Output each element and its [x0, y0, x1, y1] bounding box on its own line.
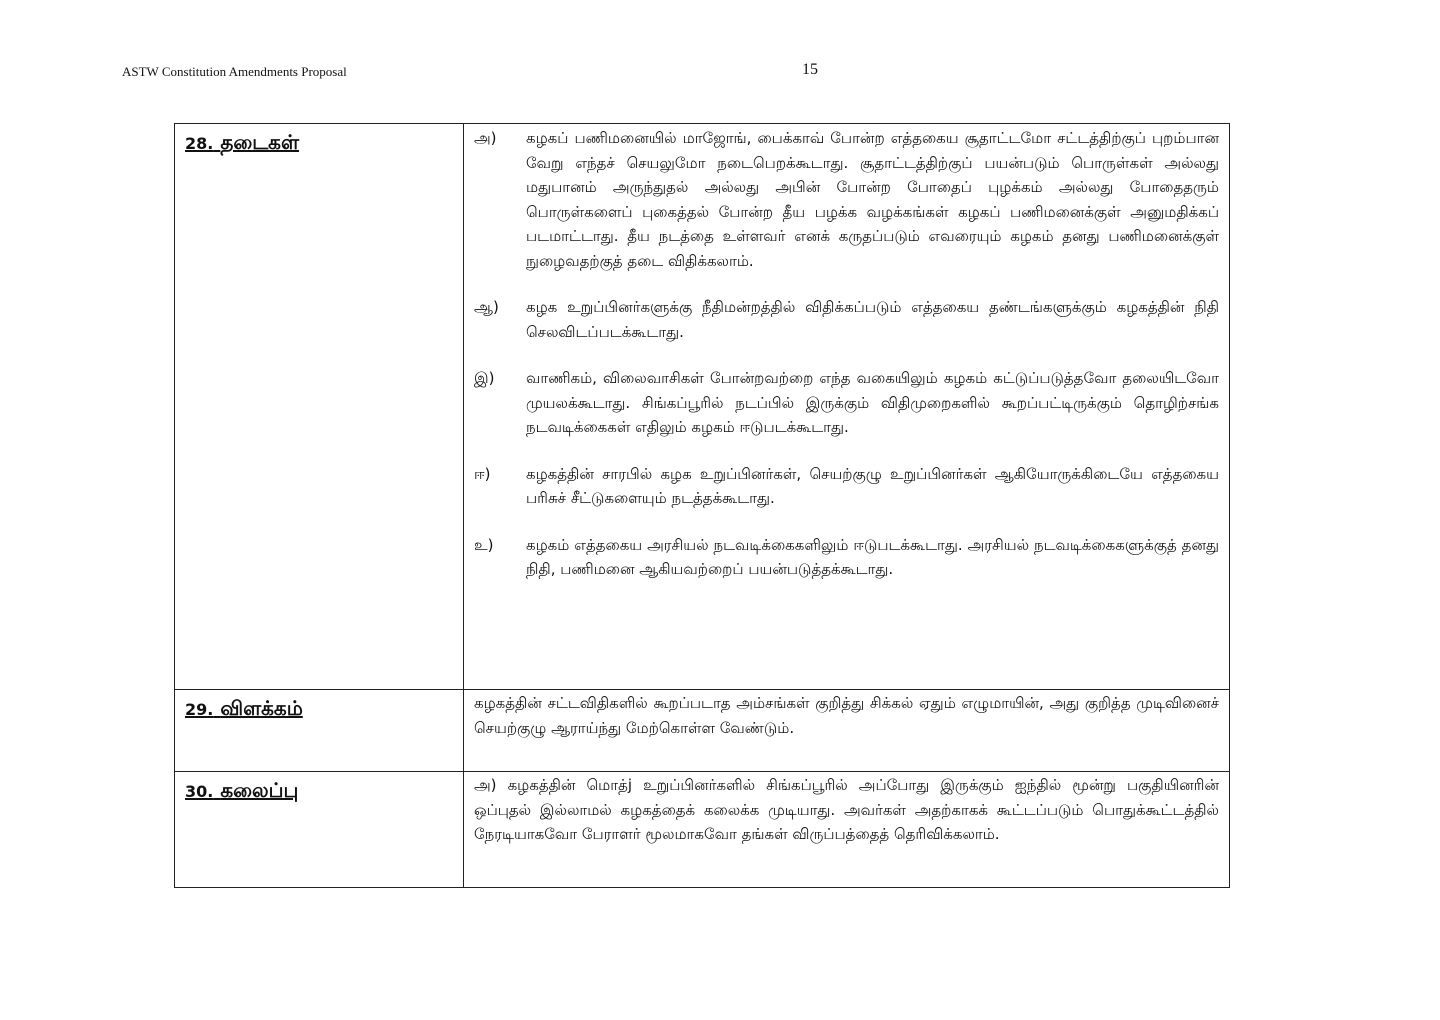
clause [464, 126, 1219, 273]
article-row [175, 690, 1230, 772]
clause [464, 462, 1219, 511]
article-title: தடைகள் [220, 130, 300, 154]
article-row [175, 124, 1230, 690]
article-text: அ) கழகத்தின் மொத்j உறுப்பினர்களில் சிங்கப்பூரில் அப்போது இருக்கும் ஐந்தில் மூன்று பகுதியினரின் ஒப்புதல் இல்லாமல் கழகத்தைக் கலைக்க முடியாது. அவர்கள் அதற்காகக் கூட்டப்படும் பொதுக்கூட்டத்தில் நேரடியாகவோ பேராளர் மூலமாகவோ தங்கள் விருப்பத்தைத் தெரிவிக்கலாம். [474, 776, 1219, 843]
article-heading [175, 690, 463, 723]
running-title: ASTW Constitution Amendments Proposal [122, 64, 347, 79]
page-number: 15 [802, 61, 818, 78]
article-heading [175, 124, 463, 157]
clause-text: கழகம் எத்தகைய அரசியல் நடவடிக்கைகளிலும் ஈடுபடக்கூடாது. அரசியல் நடவடிக்கைகளுக்குத் தனது நிதி, பணிமனை ஆகியவற்றைப் பயன்படுத்தக்கூடாது. [526, 535, 1219, 578]
clause [464, 533, 1219, 582]
clause-text: கழகத்தின் சாரபில் கழக உறுப்பினர்கள், செயற்குழு உறுப்பினர்கள் ஆகியோருக்கிடையே எத்தகைய பரிசுச் சீட்டுகளையும் நடத்தக்கூடாது. [526, 464, 1219, 507]
article-heading-cell [175, 124, 464, 690]
clause-marker: ஈ) [474, 464, 491, 483]
article-heading-cell [175, 690, 464, 772]
article-heading [175, 772, 463, 805]
article-row [175, 772, 1230, 888]
clause-text: கழகப் பணிமனையில் மாஜோங், பைக்காவ் போன்ற எத்தகைய சூதாட்டமோ சட்டத்திற்குப் புறம்பான வேறு எந்தச் செயலுமோ நடைபெறக்கூடாது. சூதாட்டத்திற்குப் பயன்படும் பொருள்கள் அல்லது மதுபானம் அருந்துதல் அல்லது அபின் போன்ற போதைப் புழக்கம் அல்லது போதைதரும் பொருள்களைப் புகைத்தல் போன்ற தீய பழக்க வழக்கங்கள் கழகப் பணிமனைக்குள் அனுமதிக்கப் படமாட்டாது. தீய நடத்தை உள்ளவர் எனக் கருதப்படும் எவரையும் கழகம் தனது பணிமனைக்குள் நுழைவதற்குத் தடை விதிக்கலாம். [526, 129, 1219, 270]
article-body-cell [464, 690, 1230, 772]
article-number: 30. [185, 782, 214, 801]
articles-table [174, 123, 1230, 888]
clause-marker: ஆ) [474, 298, 499, 316]
clause-marker: அ) [474, 129, 497, 147]
article-number: 28. [185, 134, 214, 153]
clause-text: வாணிகம், விலைவாசிகள் போன்றவற்றை எந்த வகையிலும் கழகம் கட்டுப்படுத்தவோ தலையிடவோ முயலக்கூடாது. சிங்கப்பூரில் நடப்பில் இருக்கும் விதிமுறைகளில் கூறப்பட்டிருக்கும் தொழிற்சங்க நடவடிக்கைகள் எதிலும் கழகம் ஈடுபடக்கூடாது. [526, 369, 1219, 436]
clause-marker: இ) [474, 369, 495, 387]
clause [464, 295, 1219, 344]
article-body-cell [464, 772, 1230, 888]
article-heading-cell [175, 772, 464, 888]
clause-marker: உ) [474, 535, 494, 554]
article-title: கலைப்பு [220, 778, 299, 802]
article-body-cell [464, 124, 1230, 690]
clause-text: கழக உறுப்பினர்களுக்கு நீதிமன்றத்தில் விதிக்கப்படும் எத்தகைய தண்டங்களுக்கும் கழகத்தின் நிதி செலவிடப்படக்கூடாது. [526, 298, 1219, 341]
article-number: 29. [185, 700, 214, 719]
clause [464, 366, 1219, 440]
article-title: விளக்கம் [220, 696, 303, 720]
article-text: கழகத்தின் சட்டவிதிகளில் கூறப்படாத அம்சங்கள் குறித்து சிக்கல் ஏதும் எழுமாயின், அது குறித்த முடிவினைச் செயற்குழு ஆராய்ந்து மேற்கொள்ள வேண்டும். [474, 694, 1219, 737]
